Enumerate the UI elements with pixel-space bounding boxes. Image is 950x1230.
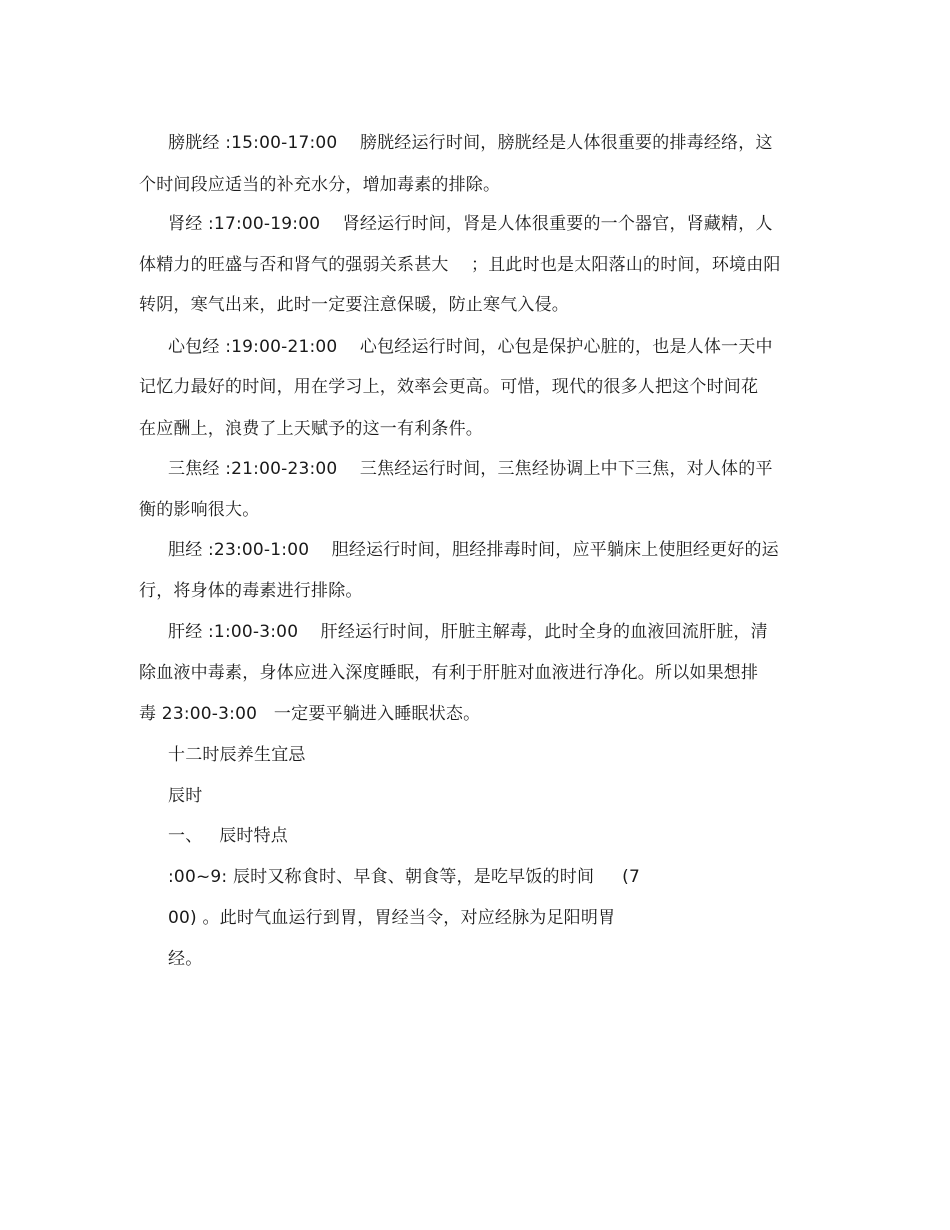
list-heading: 一、 辰时特点 — [168, 826, 289, 846]
text-line: :00~9: 辰时又称食时、早食、朝食等，是吃早饭的时间 (7 — [168, 867, 641, 887]
text-line: 三焦经 :21:00-23:00 三焦经运行时间，三焦经协调上中下三焦，对人体的平 — [168, 459, 773, 479]
text-line: 膀胱经 :15:00-17:00 膀胱经运行时间，膀胱经是人体很重要的排毒经络，这 — [168, 133, 773, 153]
text-line: 除血液中毒素，身体应进入深度睡眠，有利于肝脏对血液进行净化。所以如果想排 — [139, 663, 759, 683]
text-line: 00) 。此时气血运行到胃，胃经当令，对应经脉为足阳明胃 — [168, 908, 616, 928]
text-line: 记忆力最好的时间，用在学习上，效率会更高。可惜，现代的很多人把这个时间花 — [139, 377, 759, 397]
text-line: 胆经 :23:00-1:00 胆经运行时间，胆经排毒时间，应平躺床上使胆经更好的运 — [168, 540, 779, 560]
text-line: 个时间段应适当的补充水分，增加毒素的排除。 — [139, 175, 501, 195]
text-line: 体精力的旺盛与否和肾气的强弱关系甚大 ；且此时也是太阳落山的时间，环境由阳 — [139, 255, 781, 275]
text-line: 在应酬上，浪费了上天赋予的这一有利条件。 — [139, 419, 483, 439]
text-line: 心包经 :19:00-21:00 心包经运行时间，心包是保护心脏的，也是人体一天中 — [168, 337, 773, 357]
text-line: 肾经 :17:00-19:00 肾经运行时间，肾是人体很重要的一个器官，肾藏精，人 — [168, 214, 773, 234]
section-heading: 十二时辰养生宜忌 — [168, 745, 306, 765]
text-line: 毒 23:00-3:00 一定要平躺进入睡眠状态。 — [139, 704, 481, 724]
text-line: 肝经 :1:00-3:00 肝经运行时间，肝脏主解毒，此时全身的血液回流肝脏，清 — [168, 622, 768, 642]
text-line: 转阴，寒气出来，此时一定要注意保暖，防止寒气入侵。 — [139, 295, 569, 315]
text-line: 衡的影响很大。 — [139, 500, 260, 520]
text-line: 经。 — [168, 949, 203, 969]
subsection-heading: 辰时 — [168, 786, 203, 806]
text-line: 行，将身体的毒素进行排除。 — [139, 581, 363, 601]
